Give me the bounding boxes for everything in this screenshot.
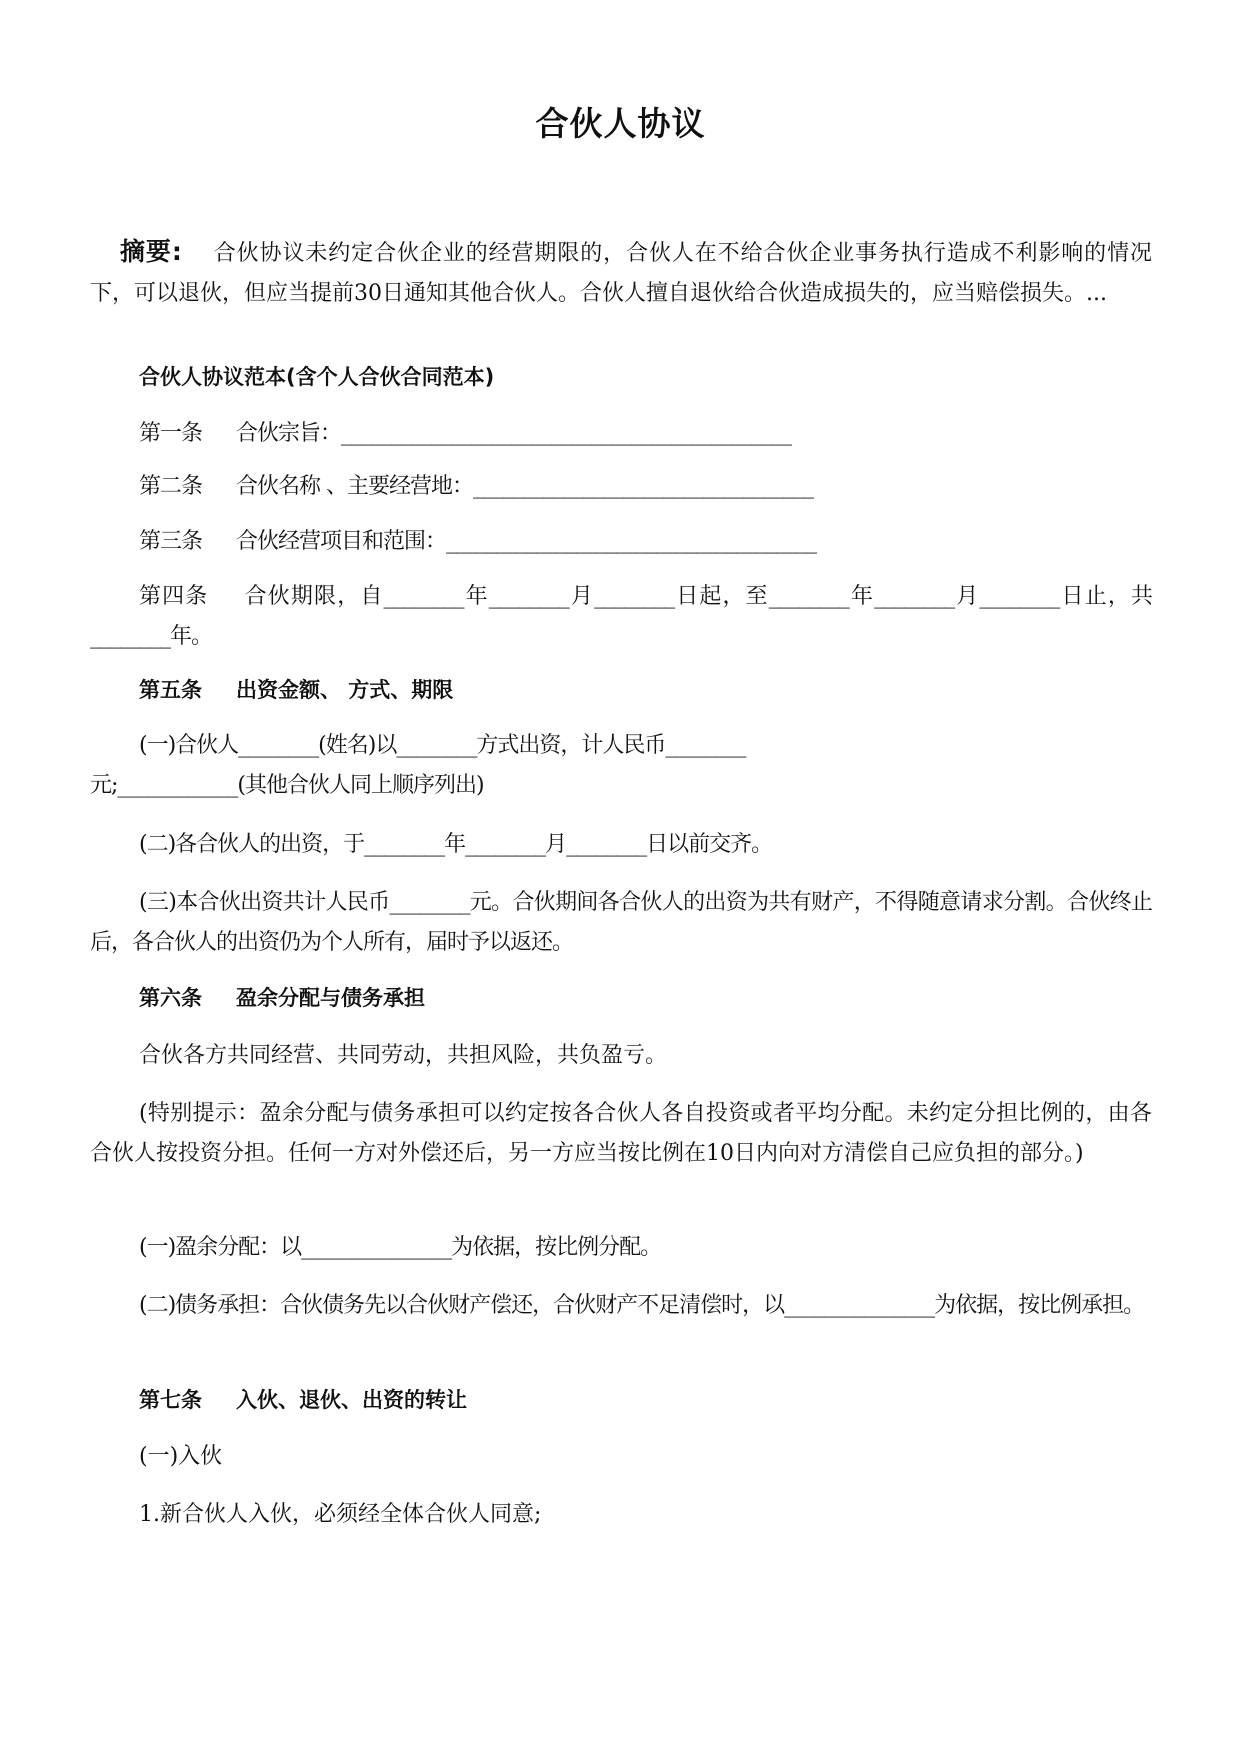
article-6-note: (特别提示：盈余分配与债务承担可以约定按各合伙人各自投资或者平均分配。未约定分担比例的，由各合伙人按投资分担。任何一方对外偿还后，另一方应当按比例在10日内向对方清偿自己应负担的部分。) [90,1101,1152,1166]
article-7-clause-1-item-1: 1.新合伙人入伙，必须经全体合伙人同意; [139,1502,542,1527]
article-4-number: 第四条 [139,584,209,609]
article-5-heading [90,670,1152,710]
article-5-clause-3: (三)本合伙出资共计人民币________元。合伙期间各合伙人的出资为共有财产，不得随意请求分割。合伙终止后，各合伙人的出资仍为个人所有，届时予以返还。 [90,890,1152,955]
article-5-clause-1-cont: 元;____________(其他合伙人同上顺序列出) [90,773,484,798]
article-4-text: 合伙期限，自________年________月________日起，至________年________月________日止，共________年。 [90,584,1152,649]
article-5-clause-2: (二)各合伙人的出资，于________年________月________日以前交齐。 [139,832,773,857]
article-3-number: 第三条 [139,529,203,554]
abstract-paragraph [90,232,1152,314]
article-7-clause-1: (一)入伙 [139,1444,223,1469]
document-title: 合伙人协议 [535,104,706,143]
article-5-title: 出资金额、 方式、期限 [236,678,454,702]
article-6-number: 第六条 [139,986,202,1010]
article-3 [90,522,1152,562]
article-7-number: 第七条 [139,1388,202,1412]
article-7-title: 入伙、退伙、出资的转让 [236,1388,467,1412]
article-2 [90,467,1152,507]
article-3-text: 合伙经营项目和范围：_____________________________________ [236,529,817,554]
article-2-number: 第二条 [139,474,203,499]
article-5-clause-1: (一)合伙人________(姓名)以________方式出资，计人民币________ [139,733,746,758]
article-6-title: 盈余分配与债务承担 [236,986,425,1010]
article-1-number: 第一条 [139,421,203,446]
article-6-clause-2: (二)债务承担：合伙债务先以合伙财产偿还，合伙财产不足清偿时，以_______________为依据，按比例承担。 [139,1293,1145,1318]
article-6-paragraph: 合伙各方共同经营、共同劳动，共担风险，共负盈亏。 [139,1043,668,1068]
abstract-text: 合伙协议未约定合伙企业的经营期限的，合伙人在不给合伙企业事务执行造成不利影响的情况下，可以退伙，但应当提前30日通知其他合伙人。合伙人擅自退伙给合伙造成损失的，应当赔偿损失。... [90,241,1152,306]
abstract-label: 摘要: [120,237,182,266]
article-7-heading [90,1380,1152,1420]
sample-heading: 合伙人协议范本(含个人合伙合同范本) [139,365,495,389]
article-4 [90,577,1152,657]
article-5-number: 第五条 [139,678,202,702]
article-6-heading [90,978,1152,1018]
article-1 [90,414,1152,454]
article-6-clause-1: (一)盈余分配：以_______________为依据，按比例分配。 [139,1235,662,1260]
article-2-text: 合伙名称 、主要经营地：__________________________________ [236,474,814,499]
article-1-text: 合伙宗旨：_____________________________________________ [236,421,792,446]
